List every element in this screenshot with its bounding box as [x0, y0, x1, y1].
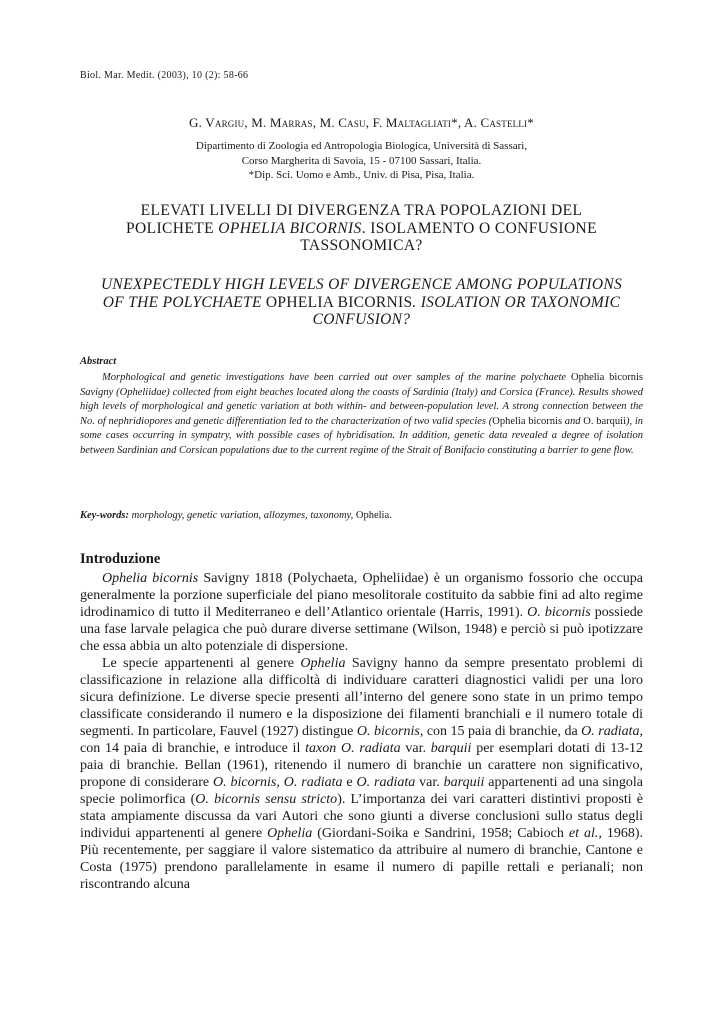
- journal-reference: Biol. Mar. Medit. (2003), 10 (2): 58-66: [80, 70, 249, 81]
- title-line: OF THE POLYCHAETE OPHELIA BICORNIS. ISOLATION OR TAXONOMIC: [102, 293, 621, 311]
- keywords-line: Key-words: morphology, genetic variation, allozymes, taxonomy, Ophelia.: [80, 510, 392, 521]
- paragraph: Ophelia bicornis Savigny 1818 (Polychaeta, Opheliidae) è un organismo fossorio che occupa generalmente la porzione superficiale del piano mesolitorale costituito da sabbie fini ad alto regime idrodinamico di tutto il Mediterraneo e dell’Atlantico orientale (Harris, 1991). O. bicornis possiede una fase larvale pelagica che può durare diverse settimane (Wilson, 1948) e perciò si può ipotizzare che essa abbia un alto potenziale di dispersione.: [80, 571, 644, 654]
- title-line: ELEVATI LIVELLI DI DIVERGENZA TRA POPOLAZIONI DEL: [140, 202, 583, 219]
- author-list: G. Vargiu, M. Marras, M. Casu, F. Maltagliati*, A. Castelli*: [189, 115, 534, 130]
- title-english: [80, 276, 643, 329]
- abstract-text: Morphological and genetic investigations have been carried out over samples of the marine polychaete Ophelia bicornis Savigny (Opheliidae) collected from eight beaches located along the coasts of Sardinia (Italy) and Corsica (France). Results showed high levels of morphological and genetic variation at both within- and between-population level. A strong connection between the No. of nephridiopores and genetic differentiation led to the characterization of two valid species (Ophelia bicornis and O. barquii), in some cases occurring in sympatry, with possible cases of hybridisation. In addition, genetic data revealed a degree of isolation between Sardinian and Corsican populations due to the current regime of the Strait of Bonifacio constituting a barrier to gene flow.: [80, 372, 643, 456]
- title-line: UNEXPECTEDLY HIGH LEVELS OF DIVERGENCE AMONG POPULATIONS: [100, 276, 623, 293]
- section-heading: Introduzione: [80, 551, 161, 567]
- affiliation-line: *Dip. Sci. Uomo e Amb., Univ. di Pisa, Pisa, Italia.: [248, 169, 475, 181]
- abstract-heading: Abstract: [80, 356, 117, 367]
- affiliation-line: Dipartimento di Zoologia ed Antropologia Biologica, Università di Sassari,: [195, 140, 528, 152]
- title-line: TASSONOMICA?: [300, 237, 423, 254]
- paragraph: Le specie appartenenti al genere Ophelia Savigny hanno da sempre presentato problemi di classificazione in relazione alla difficoltà di individuare caratteri diagnostici validi per una loro sicura definizione. Le diverse specie presenti all’interno del genere sono state in un primo tempo classificate considerando il numero e la disposizione dei filamenti branchiali e il numero totale di segmenti. In particolare, Fauvel (1927) distingue O. bicornis, con 15 paia di branchie, da O. radiata, con 14 paia di branchie, e introduce il taxon O. radiata var. barquii per esemplari dotati di 13-12 paia di branchie. Bellan (1961), ritenendo il numero di branchie un carattere non significativo, propone di considerare O. bicornis, O. radiata e O. radiata var. barquii appartenenti ad una singola specie polimorfica (O. bicornis sensu stricto). L’importanza dei vari caratteri distintivi proposti è stata ampiamente discussa da vari Autori che sono giunti a diverse conclusioni sullo status degli individui appartenenti al genere Ophelia (Giordani-Soika e Sandrini, 1958; Cabioch et al., 1968). Più recentemente, per saggiare il valore sistematico da attribuire al numero di branchie, Cantone e Costa (1975) prendono parallelamente in esame il numero di papille rettali e perianali; non riscontrando alcuna: [80, 656, 644, 892]
- affiliation-block: [80, 139, 643, 183]
- affiliation-line: Corso Margherita di Savoia, 15 - 07100 Sassari, Italia.: [241, 154, 482, 167]
- title-italian: [80, 202, 643, 255]
- title-line: CONFUSION?: [312, 311, 411, 328]
- introduction-body: [80, 570, 643, 893]
- title-line: POLICHETE OPHELIA BICORNIS. ISOLAMENTO O CONFUSIONE: [125, 219, 598, 237]
